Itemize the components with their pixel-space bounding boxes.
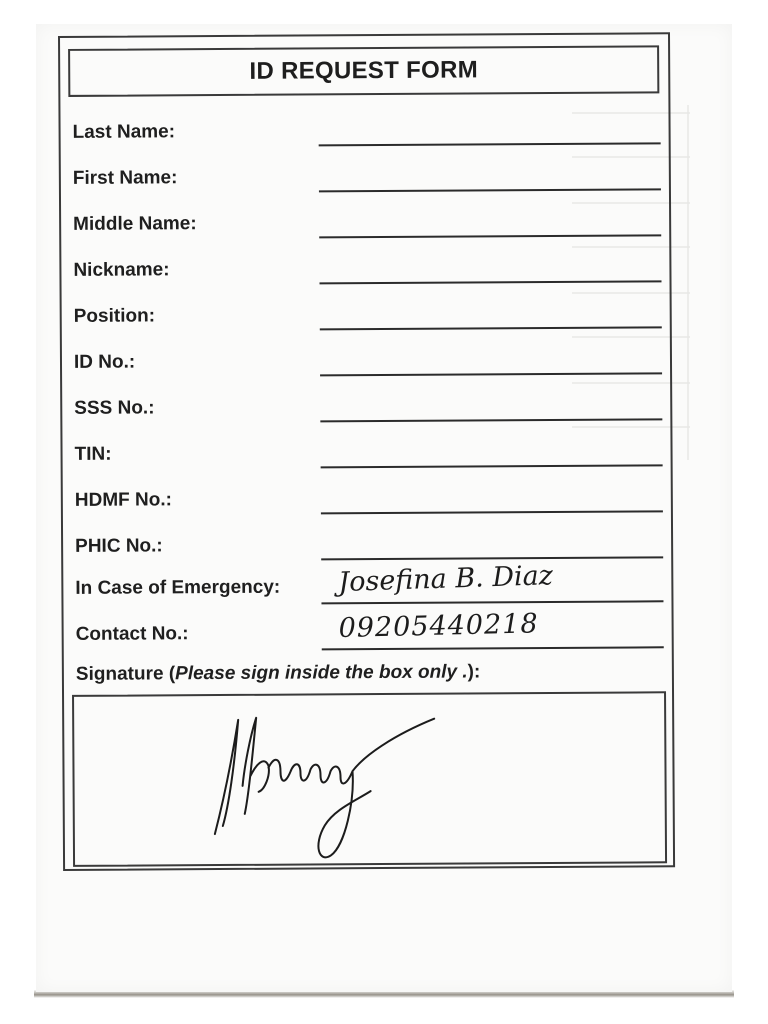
phic-number-line[interactable] [321, 556, 663, 560]
nickname-label: Nickname: [73, 259, 170, 281]
sss-number-line[interactable] [320, 418, 662, 422]
tin-line[interactable] [321, 464, 663, 468]
hdmf-number-line[interactable] [321, 510, 663, 514]
form-title: ID REQUEST FORM [68, 45, 659, 97]
phic-number-label: PHIC No.: [75, 535, 163, 557]
signature-label-prefix: Signature ( [75, 663, 176, 685]
emergency-contact-line[interactable] [321, 600, 663, 604]
first-name-label: First Name: [72, 167, 178, 189]
contact-number-line[interactable] [322, 646, 664, 650]
position-label: Position: [73, 305, 156, 327]
id-number-line[interactable] [320, 372, 662, 376]
last-name-label: Last Name: [72, 121, 176, 143]
emergency-contact-value: Josefina B. Diaz [337, 560, 554, 599]
signature-label-suffix: ): [467, 661, 481, 683]
sss-number-label: SSS No.: [74, 397, 155, 419]
signature-box[interactable] [72, 691, 667, 867]
middle-name-label: Middle Name: [73, 213, 197, 235]
id-number-label: ID No.: [73, 351, 136, 373]
form-outer-border [58, 32, 675, 871]
first-name-line[interactable] [319, 188, 661, 192]
signature-instruction: Please sign inside the box only . [175, 661, 468, 685]
contact-number-value: 09205440218 [338, 608, 539, 645]
position-line[interactable] [320, 326, 662, 330]
signature-label [76, 661, 480, 685]
tin-label: TIN: [74, 443, 112, 465]
emergency-contact-label: In Case of Emergency: [75, 576, 281, 599]
contact-number-label: Contact No.: [75, 623, 189, 645]
middle-name-line[interactable] [319, 234, 661, 238]
handwritten-signature [194, 705, 455, 867]
hdmf-number-label: HDMF No.: [74, 489, 172, 511]
nickname-line[interactable] [320, 280, 662, 284]
last-name-line[interactable] [319, 142, 661, 146]
